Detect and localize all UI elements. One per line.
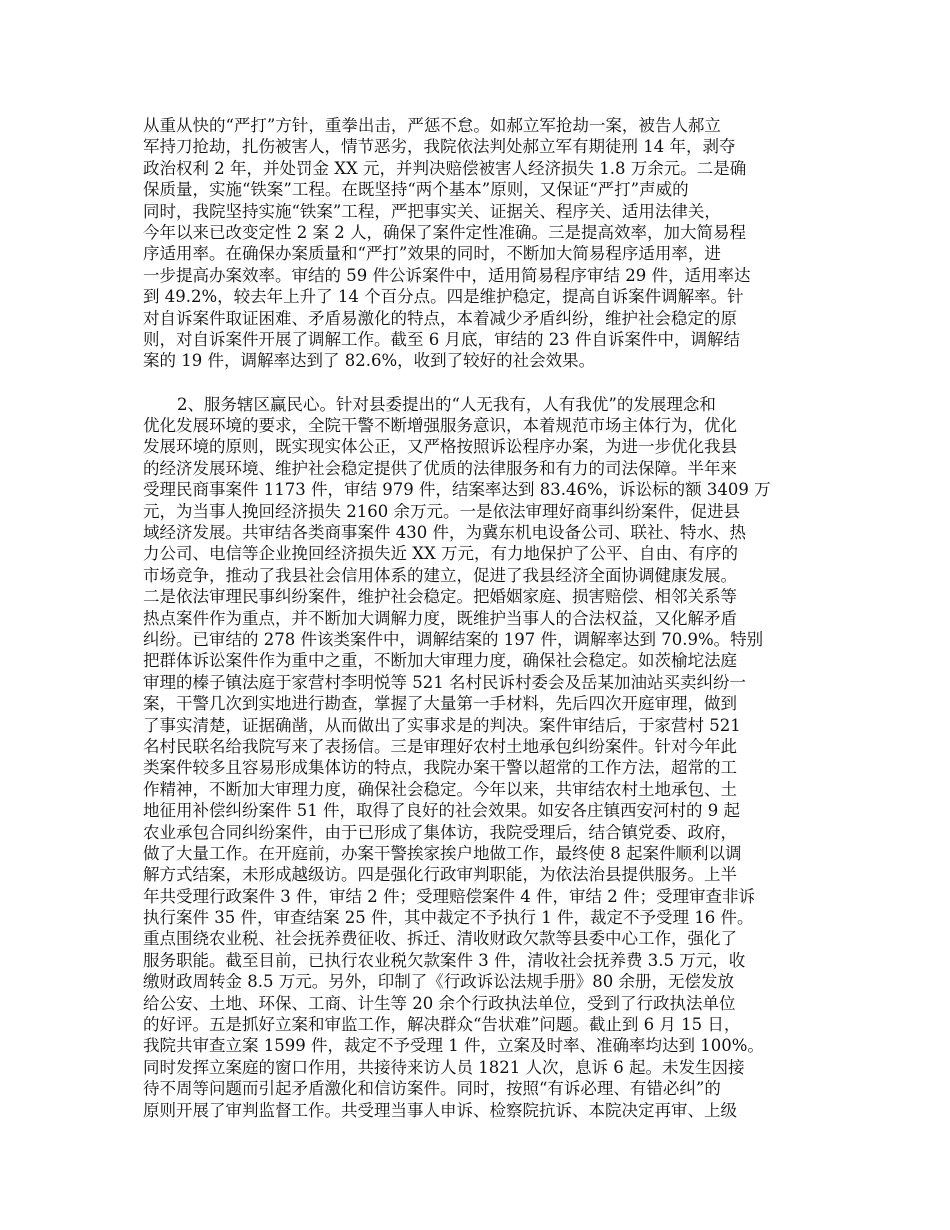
text-line: 军持刀抢劫，扎伤被害人，情节恶劣，我院依法判处郝立军有期徒刑 14 年，剥夺 [143, 137, 736, 157]
text-line: 农业承包合同纠纷案件，由于已形成了集体访，我院受理后，结合镇党委、政府， [143, 822, 737, 842]
text-line: 了事实清楚，证据确凿，从而做出了实事求是的判决。案件审结后，于家营村 521 [143, 715, 741, 735]
text-line: 把群体诉讼案件作为重中之重，不断加大审理力度，确保社会稳定。如茨榆坨法庭 [143, 651, 737, 671]
text-line: 缴财政周转金 8.5 万元。另外，印制了《行政诉讼法规手册》80 余册，无偿发放 [143, 972, 734, 992]
text-line: 的经济发展环境、维护社会稳定提供了优质的法律服务和有力的司法保障。半年来 [143, 458, 737, 478]
text-line: 类案件较多且容易形成集体访的特点，我院办案干警以超常的工作方法，超常的工 [143, 758, 737, 778]
text-line: 一步提高办案效率。审结的 59 件公诉案件中，适用简易程序审结 29 件，适用率达 [143, 265, 751, 285]
text-line: 案，干警几次到实地进行勘查，掌握了大量第一手材料，先后四次开庭审理，做到 [143, 694, 737, 714]
text-line: 执行案件 35 件，审查结案 25 件，其中裁定不予执行 1 件，裁定不予受理 16 件。 [143, 908, 754, 928]
text-line: 优化发展环境的要求，全院干警不断增强服务意识，本着规范市场主体行为，优化 [143, 416, 737, 436]
text-line: 纠纷。已审结的 278 件该类案件中，调解结案的 197 件，调解率达到 70.9%。特别 [143, 629, 764, 649]
text-line: 的好评。五是抓好立案和审监工作，解决群众“告状难”问题。截止到 6 月 15 日， [143, 1015, 741, 1035]
text-line: 同时发挥立案庭的窗口作用，共接待来访人员 1821 人次，息诉 6 起。未发生因接 [143, 1057, 745, 1077]
paragraph-serve-district [143, 394, 818, 1121]
text-line: 力公司、电信等企业挽回经济损失近 XX 万元，有力地保护了公平、自由、有序的 [143, 544, 738, 564]
text-line: 原则开展了审判监督工作。共受理当事人申诉、检察院抗诉、本院决定再审、上级 [143, 1100, 737, 1120]
paragraph-gap [143, 372, 818, 394]
text-line: 给公安、土地、环保、工商、计生等 20 余个行政执法单位，受到了行政执法单位 [143, 993, 736, 1013]
text-line: 热点案件作为重点，并不断加大调解力度，既维护当事人的合法权益，又化解矛盾 [143, 608, 737, 628]
text-line: 受理民商事案件 1173 件，审结 979 件，结案率达到 83.46%，诉讼标的额 3409 万 [143, 480, 771, 500]
text-line: 元，为当事人挽回经济损失 2160 余万元。一是依法审理好商事纠纷案件，促进县 [143, 501, 740, 521]
text-line: 我院共审查立案 1599 件，裁定不予受理 1 件，立案及时率、准确率均达到 100%。 [143, 1036, 764, 1056]
text-line: 名村民联名给我院写来了表扬信。三是审理好农村土地承包纠纷案件。针对今年此 [143, 736, 737, 756]
text-line: 审理的榛子镇法庭于家营村李明悦等 521 名村民诉村委会及岳某加油站买卖纠纷一 [143, 672, 746, 692]
text-line: 解方式结案，未形成越级访。四是强化行政审判职能，为依法治县提供服务。上半 [143, 865, 737, 885]
text-line: 年共受理行政案件 3 件，审结 2 件；受理赔偿案件 4 件，审结 2 件；受理审查非诉 [143, 886, 755, 906]
text-line: 市场竞争，推动了我县社会信用体系的建立，促进了我县经济全面协调健康发展。 [143, 565, 737, 585]
text-line: 政治权利 2 年，并处罚金 XX 元，并判决赔偿被害人经济损失 1.8 万余元。二是确 [143, 158, 747, 178]
text-line: 保质量，实施“铁案”工程。在既坚持“两个基本”原则，又保证“严打”声威的 [143, 180, 689, 200]
text-line: 重点围绕农业税、社会抚养费征收、拆迁、清收财政欠款等县委中心工作，强化了 [143, 929, 737, 949]
text-line: 发展环境的原则，既实现实体公正，又严格按照诉讼程序办案，为进一步优化我县 [143, 437, 737, 457]
text-line: 序适用率。在确保办案质量和“严打”效果的同时，不断加大简易程序适用率，进 [143, 244, 721, 264]
text-line: 待不周等问题而引起矛盾激化和信访案件。同时，按照“有诉必理、有错必纠”的 [143, 1079, 721, 1099]
text-line: 二是依法审理民事纠纷案件，维护社会稳定。把婚姻家庭、损害赔偿、相邻关系等 [143, 587, 737, 607]
text-line: 则，对自诉案件开展了调解工作。截至 6 月底，审结的 23 件自诉案件中，调解结 [143, 329, 740, 349]
text-line: 域经济发展。共审结各类商事案件 430 件，为冀东机电设备公司、联社、特水、热 [143, 523, 746, 543]
text-line: 做了大量工作。在开庭前，办案干警挨家挨户地做工作，最终使 8 起案件顺利以调 [143, 843, 742, 863]
text-line: 到 49.2%，较去年上升了 14 个百分点。四是维护稳定，提高自诉案件调解率。针 [143, 287, 744, 307]
text-line: 今年以来已改变定性 2 案 2 人，确保了案件定性准确。三是提高效率，加大简易程 [143, 222, 746, 242]
text-line: 同时，我院坚持实施“铁案”工程，严把事实关、证据关、程序关、适用法律关， [143, 201, 721, 221]
text-line: 作精神，不断加大审理力度，确保社会稳定。今年以来，共审结农村土地承包、土 [143, 779, 737, 799]
paragraph-criminal-trial [143, 115, 818, 372]
text-line: 2、服务辖区赢民心。针对县委提出的“人无我有，人有我优”的发展理念和 [177, 394, 716, 414]
document-body [143, 115, 818, 1121]
text-line: 案的 19 件，调解率达到了 82.6%，收到了较好的社会效果。 [143, 351, 596, 371]
text-line: 从重从快的“严打”方针，重拳出击，严惩不怠。如郝立军抢劫一案，被告人郝立 [143, 116, 721, 135]
text-line: 对自诉案件取证困难、矛盾易激化的特点，本着减少矛盾纠纷，维护社会稳定的原 [143, 308, 737, 328]
text-line: 服务职能。截至目前，已执行农业税欠款案件 3 件，清收社会抚养费 3.5 万元，收 [143, 950, 746, 970]
text-line: 地征用补偿纠纷案件 51 件，取得了良好的社会效果。如安各庄镇西安河村的 9 起 [143, 801, 740, 821]
